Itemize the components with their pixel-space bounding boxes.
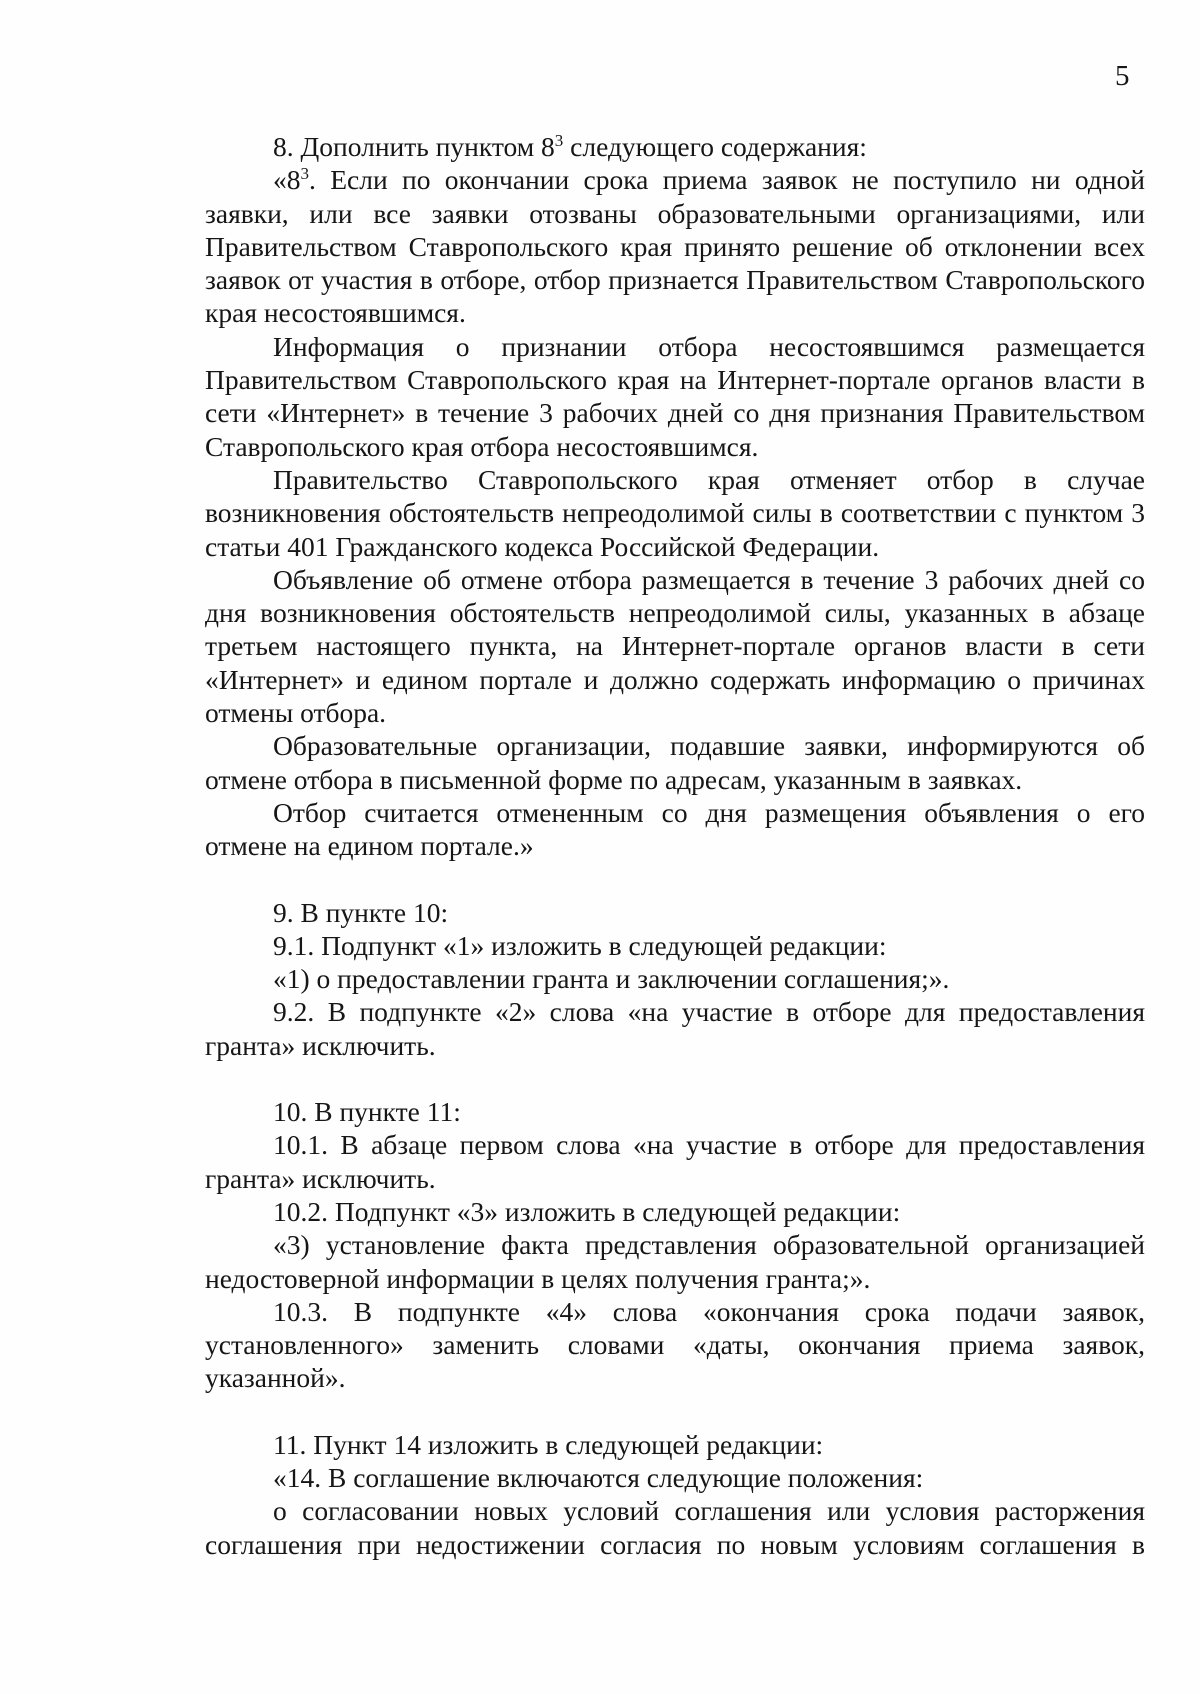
section-8-paragraph: «$8^3$. Если по окончании срока приема заявок не поступило ни одной заявки, или все заявки отозваны образовательными организациями, или Правительством Ставропольского края принято решение об отклонении всех заявок от участия в отборе, отбор признается Правительством Ставропольского края несостоявшимся. [205,164,1145,329]
section-9-heading: 9. В пункте 10: [273,896,449,928]
section-9-paragraph: 9.1. Подпункт «1» изложить в следующей редакции: [273,929,887,961]
section-10-paragraph: «3) установление факта представления образовательной организацией недостоверной информации в целях получения гранта;». [205,1229,1145,1294]
section-10-paragraph: 10.3. В подпункте «4» слова «окончания срока подачи заявок, установленного» заменить словами «даты, окончания приема заявок, указанной». [205,1295,1145,1394]
section-8-paragraph: Образовательные организации, подавшие заявки, информируются об отмене отбора в письменной форме по адресам, указанным в заявках. [205,730,1145,795]
section-9-paragraph: 9.2. В подпункте «2» слова «на участие в отборе для предоставления гранта» исключить. [205,996,1145,1061]
section-8-heading: 8. Дополнить пунктом $8^3$ следующего содержания: [273,131,867,162]
page-number: 5 [1115,60,1130,92]
section-gap [205,1395,1145,1428]
section-11-paragraph: о согласовании новых условий соглашения или условия расторжения соглашения при недостижении согласия по новым условиям соглашения в [205,1495,1145,1560]
section-8-paragraph: Объявление об отмене отбора размещается в течение 3 рабочих дней со дня возникновения обстоятельств непреодолимой силы, указанных в абзаце третьем настоящего пункта, на Интернет-портале органов власти в сети «Интернет» и едином портале и должно содержать информацию о причинах отмены отбора. [205,563,1145,729]
document-body [205,130,1145,1561]
section-8-paragraph: Отбор считается отмененным со дня размещения объявления о его отмене на едином портале.» [205,796,1145,862]
section-10-paragraph: 10.2. Подпункт «3» изложить в следующей редакции: [273,1195,901,1227]
section-gap [205,863,1145,896]
section-10-paragraph: 10.1. В абзаце первом слова «на участие в отборе для предоставления гранта» исключить. [205,1129,1145,1194]
section-8-paragraph: Правительство Ставропольского края отменяет отбор в случае возникновения обстоятельств непреодолимой силы в соответствии с пунктом 3 статьи 401 Гражданского кодекса Российской Федерации. [205,463,1145,562]
section-11-heading: 11. Пункт 14 изложить в следующей редакции: [273,1428,824,1460]
section-9-paragraph: «1) о предоставлении гранта и заключении соглашения;». [273,963,950,995]
section-gap [205,1062,1145,1095]
section-8-paragraph: Информация о признании отбора несостоявшимся размещается Правительством Ставропольского края на Интернет-портале органов власти в сети «Интернет» в течение 3 рабочих дней со дня признания Правительством Ставропольского края отбора несостоявшимся. [205,330,1145,462]
section-10-heading: 10. В пункте 11: [273,1096,461,1128]
section-11-paragraph: «14. В соглашение включаются следующие положения: [273,1461,924,1493]
